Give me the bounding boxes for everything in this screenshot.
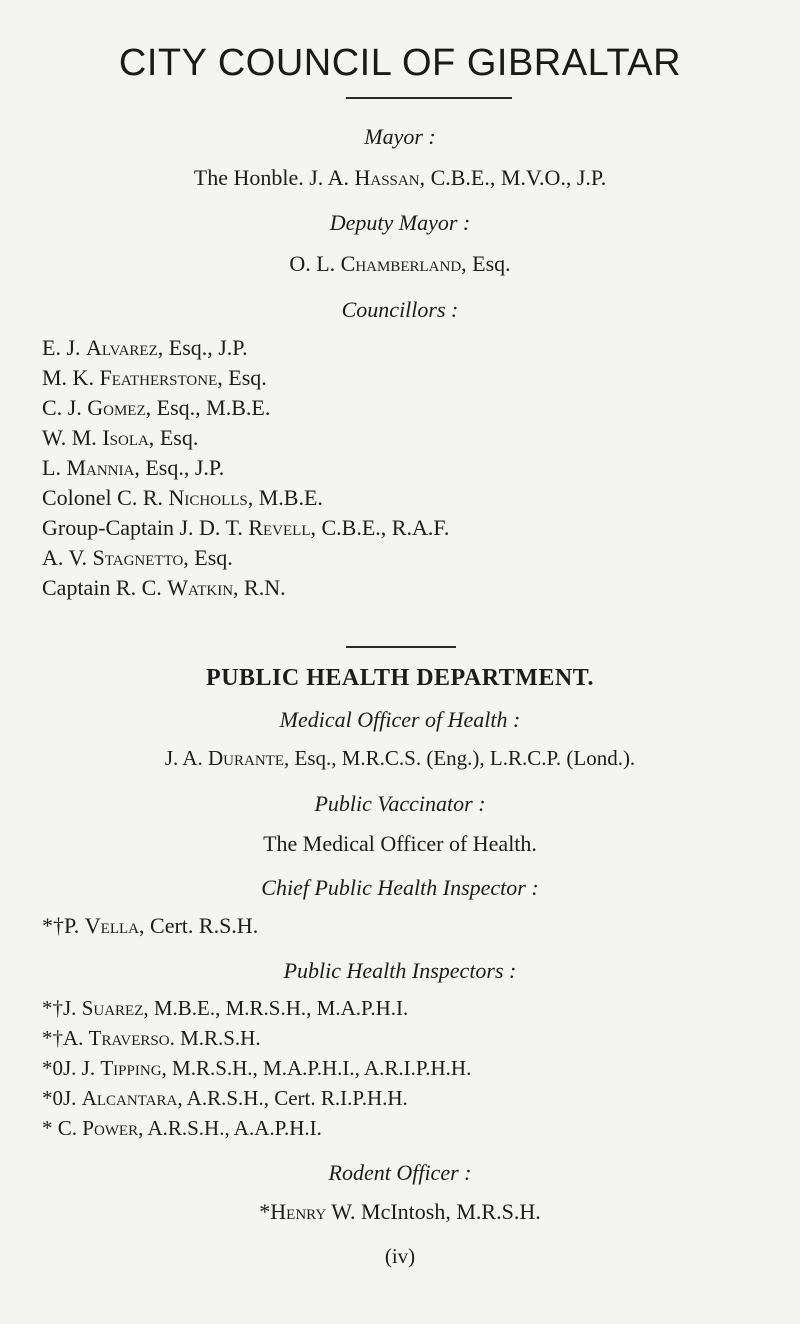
deputy-mayor-label: Deputy Mayor : [329,210,471,235]
councillor-line: E. J. Alvarez, Esq., J.P. [42,335,248,360]
inspector-line: *0J. J. Tipping, M.R.S.H., M.A.P.H.I., A.R.I.P.H.H. [42,1056,472,1080]
councillor-line: C. J. Gomez, Esq., M.B.E. [42,395,271,420]
councillor-line: L. Mannia, Esq., J.P. [42,455,225,480]
inspectors-label: Public Health Inspectors : [283,958,517,983]
page-title: CITY COUNCIL OF GIBRALTAR [118,42,682,84]
mayor-label: Mayor : [364,124,436,149]
inspector-line: * C. Power, A.R.S.H., A.A.P.H.I. [42,1116,322,1140]
mayor-line: The Honble. J. A. Hassan, C.B.E., M.V.O., J.P. [193,165,607,190]
page-number: (iv) [384,1244,416,1268]
department-heading: PUBLIC HEALTH DEPARTMENT. [206,665,594,691]
vaccinator-label: Public Vaccinator : [314,791,486,816]
chief-inspector-line: *†P. Vella, Cert. R.S.H. [42,913,259,938]
councillor-line: Colonel C. R. Nicholls, M.B.E. [42,485,323,510]
councillor-line: Captain R. C. Watkin, R.N. [42,575,286,600]
deputy-mayor-line: O. L. Chamberland, Esq. [289,251,511,276]
chief-inspector-label: Chief Public Health Inspector : [261,875,539,900]
vaccinator-value: The Medical Officer of Health. [263,831,537,856]
inspector-line: *†A. Traverso. M.R.S.H. [42,1026,261,1050]
inspector-line: *0J. Alcantara, A.R.S.H., Cert. R.I.P.H.H. [42,1086,408,1110]
councillor-line: Group-Captain J. D. T. Revell, C.B.E., R.A.F. [42,515,450,540]
inspector-line: *†J. Suarez, M.B.E., M.R.S.H., M.A.P.H.I. [42,996,409,1020]
councillor-line: W. M. Isola, Esq. [42,425,199,450]
councillor-line: A. V. Stagnetto, Esq. [42,545,233,570]
moh-line: J. A. Durante, Esq., M.R.C.S. (Eng.), L.R.C.P. (Lond.). [164,746,636,770]
councillors-label: Councillors : [341,297,459,322]
rodent-officer-line: *Henry W. McIntosh, M.R.S.H. [259,1199,541,1224]
section-rule [346,646,456,648]
moh-label: Medical Officer of Health : [279,707,521,732]
rodent-officer-label: Rodent Officer : [328,1160,472,1185]
councillor-line: M. K. Featherstone, Esq. [42,365,267,390]
title-rule [346,97,512,99]
